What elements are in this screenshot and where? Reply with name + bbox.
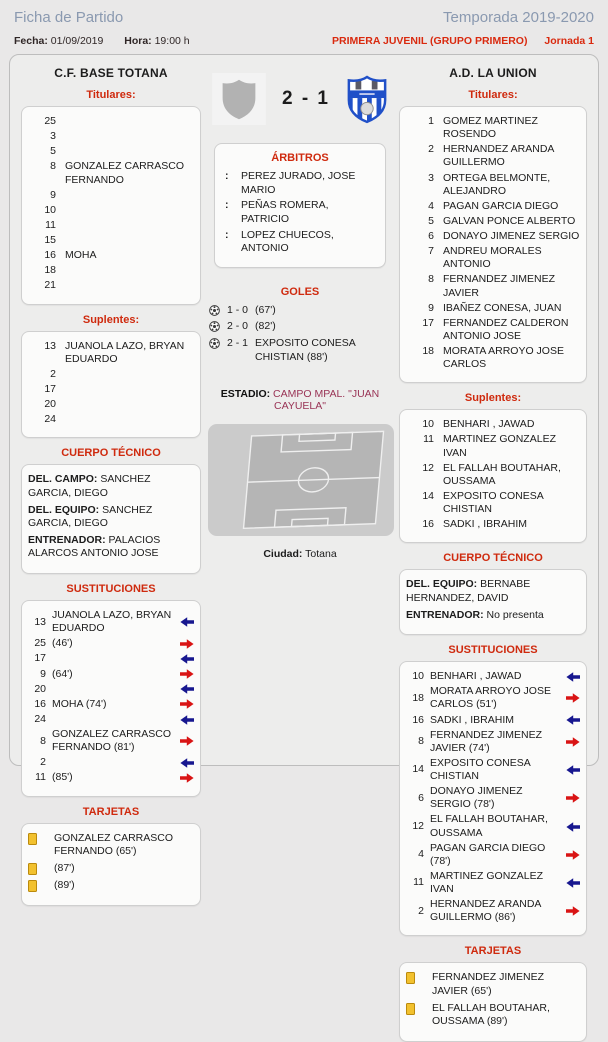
player-number: 16 (44, 249, 56, 262)
player-name: MARTINEZ GONZALEZ IVAN (443, 433, 556, 459)
staff-row (406, 578, 580, 605)
player-number: 9 (428, 301, 434, 314)
sub-out-arrow-icon (566, 850, 580, 860)
away-titulares-box (399, 106, 587, 383)
card-text: FERNANDEZ JIMENEZ JAVIER (65') (432, 971, 545, 997)
player-name: PAGAN GARCIA DIEGO (443, 199, 559, 212)
time-label: Hora: (124, 35, 152, 47)
player-name: FERNANDEZ JIMENEZ JAVIER (443, 273, 556, 299)
matchday-label: Jornada 1 (544, 35, 594, 47)
substitution-row (406, 870, 580, 896)
substitution-arrow (565, 737, 580, 747)
player-name: MOHA (65, 249, 97, 262)
referee-name: PEÑAS ROMERA, PATRICIO (241, 199, 329, 225)
substitution-text: EXPOSITO CONESA CHISTIAN (430, 756, 531, 783)
staff-name: PALACIOS ALARCOS ANTONIO JOSE (28, 533, 161, 560)
substitution-row (406, 813, 580, 839)
substitution-row (28, 637, 194, 650)
card-row (28, 832, 194, 858)
away-crest-icon (346, 75, 388, 123)
substitution-arrow (565, 715, 580, 725)
player-row (406, 172, 580, 198)
home-titulares-box (21, 106, 201, 305)
player-number: 11 (413, 876, 424, 889)
player-name (65, 115, 194, 128)
home-crest-icon (212, 73, 266, 125)
substitution-arrow (179, 715, 194, 725)
player-number: 8 (418, 735, 424, 748)
player-row (28, 219, 194, 232)
substitution-arrow (565, 878, 580, 888)
player-number: 13 (34, 615, 46, 628)
player-number: 17 (34, 652, 46, 665)
substitution-row (28, 728, 194, 754)
player-name (65, 204, 194, 217)
sub-in-arrow-icon (566, 878, 580, 888)
away-staff-heading: CUERPO TÉCNICO (443, 552, 543, 565)
substitution-arrow (179, 773, 194, 783)
sub-out-arrow-icon (180, 639, 194, 649)
player-number: 1 (428, 115, 434, 127)
home-team-name: C.F. BASE TOTANA (54, 66, 168, 80)
substitution-text: JUANOLA LAZO, BRYAN EDUARDO (52, 609, 172, 635)
player-name: BENHARI , JAWAD (443, 418, 535, 431)
sub-in-arrow-icon (566, 715, 580, 725)
sub-in-arrow-icon (566, 765, 580, 775)
substitution-row (28, 668, 194, 681)
substitution-row (406, 670, 580, 683)
away-suplentes-heading: Suplentes: (464, 392, 522, 405)
substitution-row (28, 683, 194, 696)
staff-role-label: DEL. EQUIPO: (28, 503, 100, 516)
player-name (65, 413, 194, 426)
substitution-arrow (179, 669, 194, 679)
substitution-text: PAGAN GARCIA DIEGO (78') (430, 841, 546, 867)
referees-list (225, 170, 375, 256)
player-row (406, 200, 580, 213)
substitution-row (406, 714, 580, 727)
player-number: 7 (428, 245, 434, 258)
player-number: 17 (44, 382, 56, 395)
goal-detail: (67') (255, 303, 276, 316)
player-number: 5 (428, 214, 434, 227)
substitution-row (406, 785, 580, 811)
substitution-row (28, 756, 194, 769)
time-value: 19:00 h (154, 35, 190, 47)
player-row (28, 264, 194, 277)
goal-score: 2 - 0 (227, 320, 249, 333)
player-name: FERNANDEZ CALDERON ANTONIO JOSE (443, 316, 569, 342)
card-row (28, 862, 194, 875)
player-number: 14 (412, 763, 424, 776)
yellow-card-icon (406, 1003, 415, 1015)
card-row (406, 971, 580, 997)
competition-info (332, 35, 594, 47)
referees-box (214, 143, 386, 268)
player-number: 3 (428, 171, 434, 184)
player-number: 8 (50, 160, 56, 173)
sub-in-arrow-icon (566, 822, 580, 832)
player-row (406, 115, 580, 141)
player-name: JUANOLA LAZO, BRYAN EDUARDO (65, 339, 185, 365)
home-suplentes-heading: Suplentes: (82, 313, 140, 326)
substitution-row (28, 771, 194, 784)
home-cards-box (21, 823, 201, 907)
match-score: 2 - 1 (281, 88, 331, 109)
player-number: 24 (44, 413, 56, 426)
yellow-card-icon (406, 972, 415, 984)
substitution-text: BENHARI , JAWAD (430, 670, 522, 683)
card-row (28, 879, 194, 892)
player-row (406, 345, 580, 371)
substitution-arrow (565, 822, 580, 832)
referee-row (225, 229, 375, 256)
player-name: IBAÑEZ CONESA, JUAN (443, 301, 562, 314)
player-number: 16 (34, 697, 46, 710)
substitution-arrow (179, 617, 194, 627)
substitution-row (28, 609, 194, 635)
player-number: 18 (422, 345, 434, 357)
player-number: 12 (422, 461, 434, 474)
player-name (65, 189, 194, 202)
sub-out-arrow-icon (566, 737, 580, 747)
away-subs-box (399, 661, 587, 936)
substitution-arrow (565, 850, 580, 860)
player-number: 4 (428, 199, 434, 212)
substitution-text: MOHA (74') (52, 697, 107, 710)
player-row (406, 518, 580, 531)
player-name (65, 219, 194, 232)
player-row (406, 418, 580, 431)
staff-name: No presenta (486, 608, 544, 621)
substitution-text: (85') (52, 771, 73, 784)
city-name: Totana (305, 548, 337, 561)
sub-out-arrow-icon (180, 773, 194, 783)
staff-role-label: ENTRENADOR: (28, 533, 106, 546)
player-row (28, 340, 194, 366)
referee-colon: : (225, 199, 229, 212)
substitution-arrow (565, 672, 580, 682)
card-text: (87') (54, 861, 75, 874)
substitution-arrow (179, 699, 194, 709)
player-name (65, 264, 194, 277)
player-number: 3 (50, 130, 56, 143)
substitution-text: EL FALLAH BOUTAHAR, OUSSAMA (430, 813, 548, 839)
football-pitch-graphic (208, 424, 394, 536)
player-row (28, 160, 194, 186)
sub-out-arrow-icon (180, 699, 194, 709)
sub-in-arrow-icon (180, 654, 194, 664)
substitution-arrow (565, 693, 580, 703)
sub-in-arrow-icon (566, 672, 580, 682)
staff-name: SANCHEZ GARCIA, DIEGO (28, 503, 153, 530)
player-number: 14 (422, 489, 434, 502)
referee-colon: : (225, 170, 229, 182)
player-row (406, 462, 580, 488)
goal-detail: EXPOSITO CONESA CHISTIAN (88') (255, 337, 356, 363)
referee-row (225, 199, 375, 226)
player-number: 25 (44, 115, 56, 127)
card-text: (89') (54, 878, 75, 891)
soccer-ball-icon (209, 305, 220, 316)
soccer-ball-icon (209, 321, 220, 332)
player-name: HERNANDEZ ARANDA GUILLERMO (443, 143, 554, 169)
away-team-name: A.D. LA UNION (449, 66, 537, 80)
goal-row (209, 304, 391, 318)
player-name: EL FALLAH BOUTAHAR, OUSSAMA (443, 461, 561, 487)
sub-in-arrow-icon (180, 758, 194, 768)
player-row (28, 368, 194, 381)
sub-out-arrow-icon (566, 793, 580, 803)
player-row (28, 234, 194, 247)
player-row (406, 230, 580, 243)
home-suplentes-box (21, 331, 201, 439)
player-row (406, 245, 580, 271)
player-number: 6 (418, 791, 424, 804)
referee-row (225, 170, 375, 197)
player-name (65, 145, 194, 158)
card-row (406, 1002, 580, 1028)
stadium-image (208, 424, 394, 539)
staff-row (28, 473, 194, 500)
player-number: 10 (412, 670, 424, 683)
sub-out-arrow-icon (566, 906, 580, 916)
sub-in-arrow-icon (180, 684, 194, 694)
player-number: 2 (418, 904, 424, 917)
away-suplentes-box (399, 409, 587, 543)
player-name (65, 279, 194, 292)
date-value: 01/09/2019 (50, 35, 104, 47)
substitution-text: (64') (52, 667, 73, 680)
yellow-card-icon (28, 863, 37, 875)
city-label: Ciudad: (263, 548, 303, 561)
player-name: GALVAN PONCE ALBERTO (443, 214, 576, 227)
player-number: 9 (40, 667, 46, 680)
date-label: Fecha: (14, 35, 48, 47)
player-name (65, 234, 194, 247)
stadium-name: CAMPO MPAL. "JUAN CAYUELA" (273, 388, 380, 413)
player-number: 8 (40, 734, 46, 747)
soccer-ball-icon (209, 338, 220, 349)
substitution-text: MORATA ARROYO JOSE CARLOS (51') (430, 685, 551, 711)
player-number: 11 (423, 433, 434, 446)
sub-in-arrow-icon (180, 715, 194, 725)
player-row (28, 279, 194, 292)
goals-heading: GOLES (280, 285, 320, 298)
substitution-row (406, 842, 580, 868)
player-row (406, 490, 580, 516)
player-name: GONZALEZ CARRASCO FERNANDO (65, 160, 185, 186)
substitution-text: HERNANDEZ ARANDA GUILLERMO (86') (430, 898, 541, 924)
season-label: Temporada 2019-2020 (443, 9, 594, 26)
staff-role-label: DEL. EQUIPO: (406, 578, 478, 591)
sub-out-arrow-icon (180, 669, 194, 679)
stadium-label: ESTADIO: (220, 388, 271, 401)
card-text: EL FALLAH BOUTAHAR, OUSSAMA (89') (432, 1001, 550, 1027)
substitution-arrow (565, 906, 580, 916)
player-number: 18 (44, 264, 56, 277)
player-row (28, 115, 194, 128)
competition-name: PRIMERA JUVENIL (GRUPO PRIMERO) (332, 35, 528, 47)
player-number: 24 (34, 712, 46, 725)
player-number: 5 (50, 145, 56, 158)
substitution-text: MARTINEZ GONZALEZ IVAN (430, 869, 543, 896)
goals-list (209, 304, 391, 365)
staff-row (406, 609, 580, 623)
substitution-row (28, 698, 194, 711)
staff-name: BERNABE HERNANDEZ, DAVID (406, 578, 531, 604)
player-row (28, 413, 194, 426)
staff-role-label: ENTRENADOR: (406, 608, 484, 621)
staff-name: SANCHEZ GARCIA, DIEGO (28, 473, 151, 499)
player-number: 12 (412, 819, 424, 832)
player-row (406, 215, 580, 228)
home-staff-box (21, 464, 201, 574)
referee-name: PEREZ JURADO, JOSE MARIO (241, 170, 356, 196)
player-number: 16 (412, 713, 424, 726)
player-name: EXPOSITO CONESA CHISTIAN (443, 489, 544, 515)
referees-heading: ÁRBITROS (271, 152, 329, 164)
player-number: 10 (44, 203, 56, 216)
player-number: 18 (412, 691, 424, 704)
home-titulares-heading: Titulares: (86, 89, 136, 101)
home-subs-heading: SUSTITUCIONES (66, 583, 156, 596)
player-number: 15 (44, 234, 56, 246)
away-cards-heading: TARJETAS (464, 945, 522, 958)
away-cards-box (399, 962, 587, 1042)
substitution-text: (46') (52, 637, 73, 650)
away-subs-heading: SUSTITUCIONES (448, 644, 538, 657)
player-number: 20 (44, 398, 56, 410)
substitution-row (406, 729, 580, 755)
player-number: 2 (50, 367, 56, 380)
player-number: 21 (44, 279, 56, 292)
staff-row (28, 534, 194, 561)
referee-colon: : (225, 228, 229, 241)
player-row (28, 383, 194, 396)
goal-row (209, 320, 391, 334)
match-sheet (9, 54, 599, 1027)
substitution-arrow (179, 639, 194, 649)
sub-in-arrow-icon (180, 617, 194, 627)
yellow-card-icon (28, 880, 37, 892)
player-name (65, 368, 194, 381)
home-subs-box (21, 600, 201, 797)
player-row (406, 143, 580, 169)
player-number: 11 (35, 771, 46, 784)
substitution-row (406, 757, 580, 783)
score-row (208, 73, 392, 125)
away-team-column (394, 61, 592, 1042)
home-team-column (16, 61, 206, 1042)
home-staff-heading: CUERPO TÉCNICO (61, 447, 161, 460)
page-title: Ficha de Partido (14, 9, 124, 26)
player-number: 6 (428, 230, 434, 242)
player-number: 4 (418, 848, 424, 861)
goal-score: 2 - 1 (227, 337, 249, 350)
player-row (406, 317, 580, 343)
player-row (406, 433, 580, 459)
substitution-text: GONZALEZ CARRASCO FERNANDO (81') (52, 728, 172, 754)
yellow-card-icon (28, 833, 37, 845)
match-datetime (14, 35, 208, 47)
player-number: 9 (50, 188, 56, 201)
player-row (406, 273, 580, 299)
player-name: SADKI , IBRAHIM (443, 518, 528, 531)
player-name (65, 383, 194, 396)
player-row (28, 130, 194, 143)
player-number: 2 (428, 143, 434, 156)
player-row (28, 249, 194, 262)
player-name (65, 398, 194, 411)
player-number: 11 (45, 218, 56, 231)
substitution-arrow (179, 654, 194, 664)
substitution-text: FERNANDEZ JIMENEZ JAVIER (74') (430, 728, 543, 754)
city-line (208, 548, 392, 560)
player-name: ANDREU MORALES ANTONIO (443, 245, 542, 271)
substitution-text: SADKI , IBRAHIM (430, 713, 515, 726)
player-number: 25 (34, 637, 46, 650)
substitution-text: DONAYO JIMENEZ SERGIO (78') (430, 785, 523, 811)
player-name: GOMEZ MARTINEZ ROSENDO (443, 115, 538, 141)
player-name (65, 130, 194, 143)
staff-role-label: DEL. CAMPO: (28, 473, 98, 486)
player-number: 20 (34, 682, 46, 695)
match-center-column (208, 61, 392, 1042)
player-row (406, 302, 580, 315)
player-number: 17 (422, 316, 434, 329)
substitution-arrow (179, 684, 194, 694)
player-name: ORTEGA BELMONTE, ALEJANDRO (443, 171, 551, 197)
player-row (28, 145, 194, 158)
player-number: 16 (422, 518, 434, 531)
substitution-row (28, 652, 194, 665)
sub-out-arrow-icon (180, 736, 194, 746)
stadium-line (208, 388, 392, 412)
referee-name: LOPEZ CHUECOS, ANTONIO (241, 228, 334, 255)
goal-row (209, 337, 391, 364)
player-row (28, 204, 194, 217)
player-name: MORATA ARROYO JOSE CARLOS (443, 345, 564, 371)
substitution-row (406, 898, 580, 924)
away-staff-box (399, 569, 587, 635)
home-cards-heading: TARJETAS (82, 805, 140, 818)
player-number: 13 (44, 339, 56, 352)
player-number: 8 (428, 273, 434, 286)
page-header (0, 0, 608, 47)
substitution-row (28, 713, 194, 726)
substitution-arrow (179, 736, 194, 746)
player-name: DONAYO JIMENEZ SERGIO (443, 230, 580, 242)
substitution-arrow (565, 793, 580, 803)
player-row (28, 398, 194, 411)
staff-row (28, 504, 194, 531)
player-number: 10 (422, 418, 434, 431)
substitution-arrow (565, 765, 580, 775)
goal-detail: (82') (255, 320, 276, 333)
sub-out-arrow-icon (566, 693, 580, 703)
goal-score: 1 - 0 (227, 303, 249, 316)
player-number: 2 (40, 756, 46, 769)
substitution-arrow (179, 758, 194, 768)
player-row (28, 189, 194, 202)
substitution-row (406, 685, 580, 711)
away-titulares-heading: Titulares: (468, 89, 518, 101)
card-text: GONZALEZ CARRASCO FERNANDO (65') (54, 831, 174, 857)
